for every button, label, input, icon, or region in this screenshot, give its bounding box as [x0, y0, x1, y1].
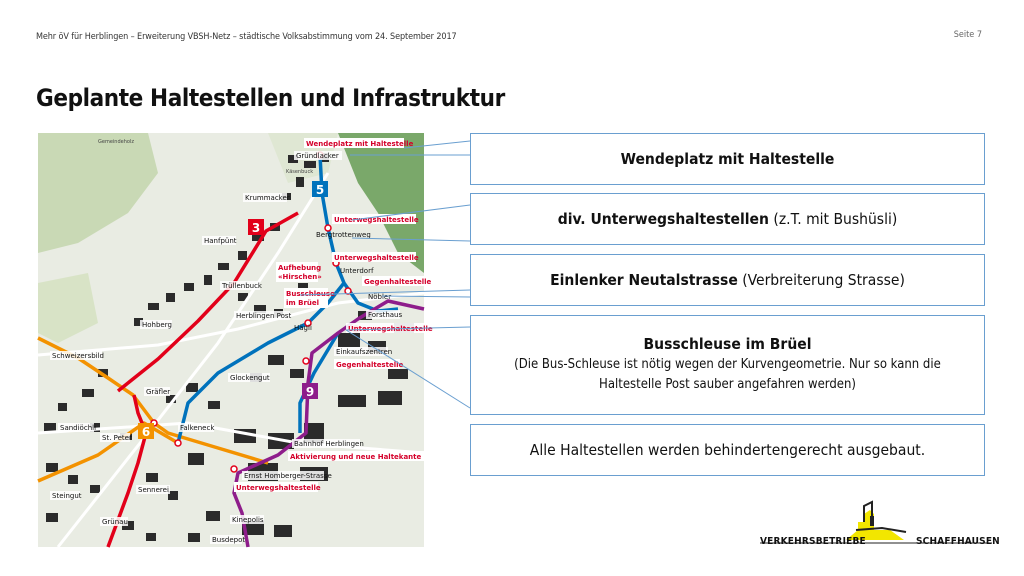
- box-3-bold: Einlenker Neutalstrasse: [550, 271, 738, 289]
- label-bergtrotten: Bergtrottenweg: [316, 231, 371, 239]
- vbsh-logo: [760, 500, 1000, 552]
- label-herblingen-post: Herblingen Post: [236, 312, 292, 320]
- annotation-aktivierung: Aktivierung und neue Haltekante: [290, 453, 422, 461]
- line-5-badge: 5: [315, 183, 325, 197]
- label-truellenbuck: Trüllenbuck: [222, 282, 262, 290]
- label-busdepot: Busdepot: [212, 536, 246, 544]
- label-kaesenbuck: Käsenbuck: [286, 169, 314, 175]
- label-ernst-homberger: Ernst Homberger-Strasse: [244, 472, 332, 480]
- annotation-busschleuse-2: im Brüel: [286, 299, 320, 307]
- label-einkauf: Einkaufszentren: [336, 348, 393, 356]
- annotation-aufhebung-2: «Hirschen»: [278, 273, 322, 281]
- label-gruendlacker: Gründlacker: [296, 152, 339, 160]
- label-unterdorf: Unterdorf: [340, 267, 374, 275]
- annotation-busschleuse-1: Busschleuse: [286, 290, 335, 298]
- label-noebler: Nöbler: [368, 293, 392, 301]
- line-3-badge: 3: [251, 221, 261, 235]
- box-3-rest: (Verbreiterung Strasse): [737, 271, 905, 289]
- label-st-peter: St. Peter: [102, 434, 132, 442]
- annotation-gegen-1: Gegenhaltestelle: [364, 278, 432, 286]
- logo-text-left: VERKEHRSBETRIEBE: [760, 536, 866, 547]
- label-graefler: Gräfler: [146, 388, 171, 396]
- box-1-bold: Wendeplatz mit Haltestelle: [620, 150, 835, 168]
- annotation-unterweg-2: Unterwegshaltestelle: [334, 254, 419, 262]
- line-6-badge: 6: [141, 425, 151, 439]
- label-schweizersbild: Schweizersbild: [52, 352, 104, 360]
- annotation-aufhebung-1: Aufhebung: [278, 264, 322, 272]
- label-gemeindeholz: Gemeindeholz: [98, 139, 134, 145]
- annotation-wendeplatz: Wendeplatz mit Haltestelle: [306, 140, 414, 148]
- label-hohberg: Hohberg: [142, 321, 172, 329]
- info-box-behindertengerecht: [470, 424, 985, 476]
- box-4-sub-2: Haltestelle Post sauber angefahren werden): [599, 377, 856, 392]
- slide-title: Geplante Haltestellen und Infrastruktur: [36, 84, 505, 112]
- annotation-unterweg-1: Unterwegshaltestelle: [334, 216, 419, 224]
- label-hanfpuent: Hanfpünt: [204, 237, 237, 245]
- label-haegli: Hägli: [294, 324, 312, 332]
- box-5-text: Alle Haltestellen werden behindertengerecht ausgebaut.: [529, 441, 926, 459]
- logo-text-right: SCHAFFHAUSEN: [916, 536, 1000, 547]
- box-2-bold: div. Unterwegshaltestellen: [557, 210, 769, 228]
- box-4-sub-1: (Die Bus-Schleuse ist nötig wegen der Kurvengeometrie. Nur so kann die: [514, 357, 941, 372]
- annotation-unterweg-3: Unterwegshaltestelle: [348, 325, 433, 333]
- label-bahnhof: Bahnhof Herblingen: [294, 440, 364, 448]
- annotation-gegen-2: Gegenhaltestelle: [336, 361, 404, 369]
- label-forsthaus: Forsthaus: [368, 311, 403, 319]
- label-kinepolis: Kinepolis: [232, 516, 264, 524]
- page-number: Seite 7: [953, 30, 982, 40]
- label-falkeneck: Falkeneck: [180, 424, 215, 432]
- info-box-wendeplatz: [470, 133, 985, 185]
- label-gruenau: Grünau: [102, 518, 128, 526]
- label-steingut: Steingut: [52, 492, 82, 500]
- label-sandioechli: Sandiöchli: [60, 424, 97, 432]
- label-glockengut: Glockengut: [230, 374, 270, 382]
- label-krummacker: Krummacker: [245, 194, 290, 202]
- presentation-subtitle: Mehr öV für Herblingen – Erweiterung VBSH-Netz – städtische Volksabstimmung vom 24. September 2017: [36, 32, 457, 42]
- info-box-unterwegshaltestellen: [470, 193, 985, 245]
- info-box-busschleuse: [470, 315, 985, 415]
- label-sennerei: Sennerei: [138, 486, 169, 494]
- box-4-bold: Busschleuse im Brüel: [643, 335, 812, 353]
- box-2-rest: (z.T. mit Bushüsli): [768, 210, 898, 228]
- line-9-badge: 9: [305, 385, 315, 399]
- annotation-unterweg-4: Unterwegshaltestelle: [236, 484, 321, 492]
- info-box-neutalstrasse: [470, 254, 985, 306]
